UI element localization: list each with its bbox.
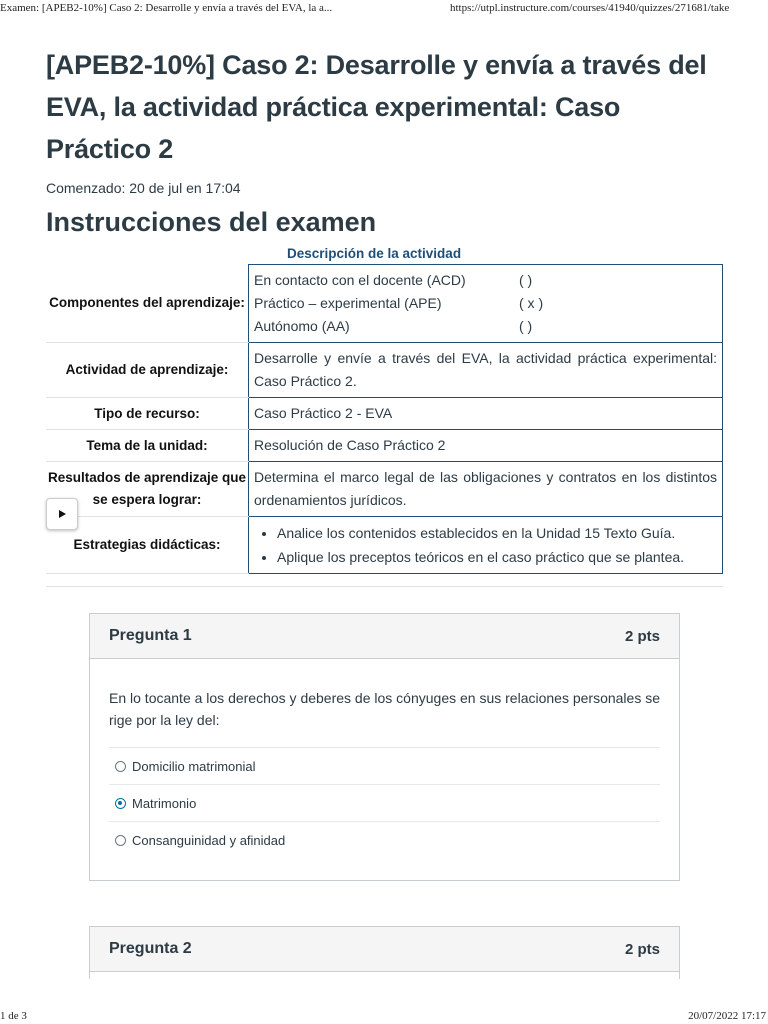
answer-label: Consanguinidad y afinidad [132,832,286,848]
activity-table [46,264,723,574]
table-row [46,398,723,430]
components-value [249,265,723,343]
question-header [90,614,679,659]
question-points: 2 pts [624,940,660,958]
question-text: En lo tocante a los derechos y deberes de los cónyuges en sus relaciones personales se rige por la ley del: [109,690,661,728]
question-2 [89,926,680,979]
table-row [46,462,723,517]
quiz-content [46,44,726,574]
radio-button[interactable] [115,761,126,772]
print-footer [0,1010,768,1024]
quiz-started-time: Comenzado: 20 de jul en 17:04 [46,180,241,196]
question-1 [89,613,680,881]
list-item: • Aplique los preceptos teóricos en el caso práctico que se plantea. [277,545,717,569]
print-header-url: https://utpl.instructure.com/courses/41940/quizzes/271681/take [450,2,730,14]
resource-label: Tipo de recurso: [46,398,249,430]
quiz-title: [APEB2-10%] Caso 2: Desarrolle y envía a través del EVA, la actividad práctica experimental: Caso Práctico 2 [46,50,707,164]
table-row [46,265,723,343]
topic-value: Resolución de Caso Práctico 2 [249,430,723,462]
answer-label: Domicilio matrimonial [132,758,256,774]
table-row [46,343,723,398]
question-points: 2 pts [624,627,660,645]
play-icon [57,509,67,519]
activity-value: Desarrolle y envíe a través del EVA, la actividad práctica experimental: Caso Práctico 2. [249,343,723,398]
outcomes-label: Resultados de aprendizaje que se espera lograr: [46,462,249,517]
section-divider [46,586,723,587]
component-line: Autónomo (AA) ( ) [254,318,533,334]
outcomes-value: Determina el marco legal de las obligaciones y contratos en los distintos ordenamientos jurídicos. [249,462,723,517]
page-number: 1 de 3 [0,1010,27,1022]
print-header-title: Examen: [APEB2-10%] Caso 2: Desarrolle y envía a través del EVA, la a... [0,2,333,14]
components-label: Componentes del aprendizaje: [46,265,249,343]
radio-button[interactable] [115,835,126,846]
strategies-value [249,517,723,574]
radio-button-selected[interactable] [115,798,126,809]
instructions-title: Instrucciones del examen [46,207,377,237]
strategies-label: Estrategias didácticas: [46,517,249,574]
answer-option[interactable] [109,747,660,784]
print-datetime: 20/07/2022 17:17 [688,1010,766,1022]
list-item: • Analice los contenidos establecidos en la Unidad 15 Texto Guía. [277,521,717,545]
resource-value: Caso Práctico 2 - EVA [249,398,723,430]
answer-option[interactable] [109,821,660,858]
table-row [46,517,723,574]
table-row [46,430,723,462]
activity-caption: Descripción de la actividad [287,246,462,261]
print-header [0,0,768,20]
component-line: En contacto con el docente (ACD) ( ) [254,272,533,288]
question-name: Pregunta 1 [109,627,192,644]
question-header [90,927,679,972]
strategies-list [254,521,717,569]
activity-label: Actividad de aprendizaje: [46,343,249,398]
question-name: Pregunta 2 [109,940,192,957]
answer-label: Matrimonio [132,795,197,811]
answer-option[interactable] [109,784,660,821]
component-line: Práctico – experimental (APE) ( x ) [254,295,544,311]
media-play-button[interactable] [46,498,78,530]
question-body [90,659,679,880]
topic-label: Tema de la unidad: [46,430,249,462]
